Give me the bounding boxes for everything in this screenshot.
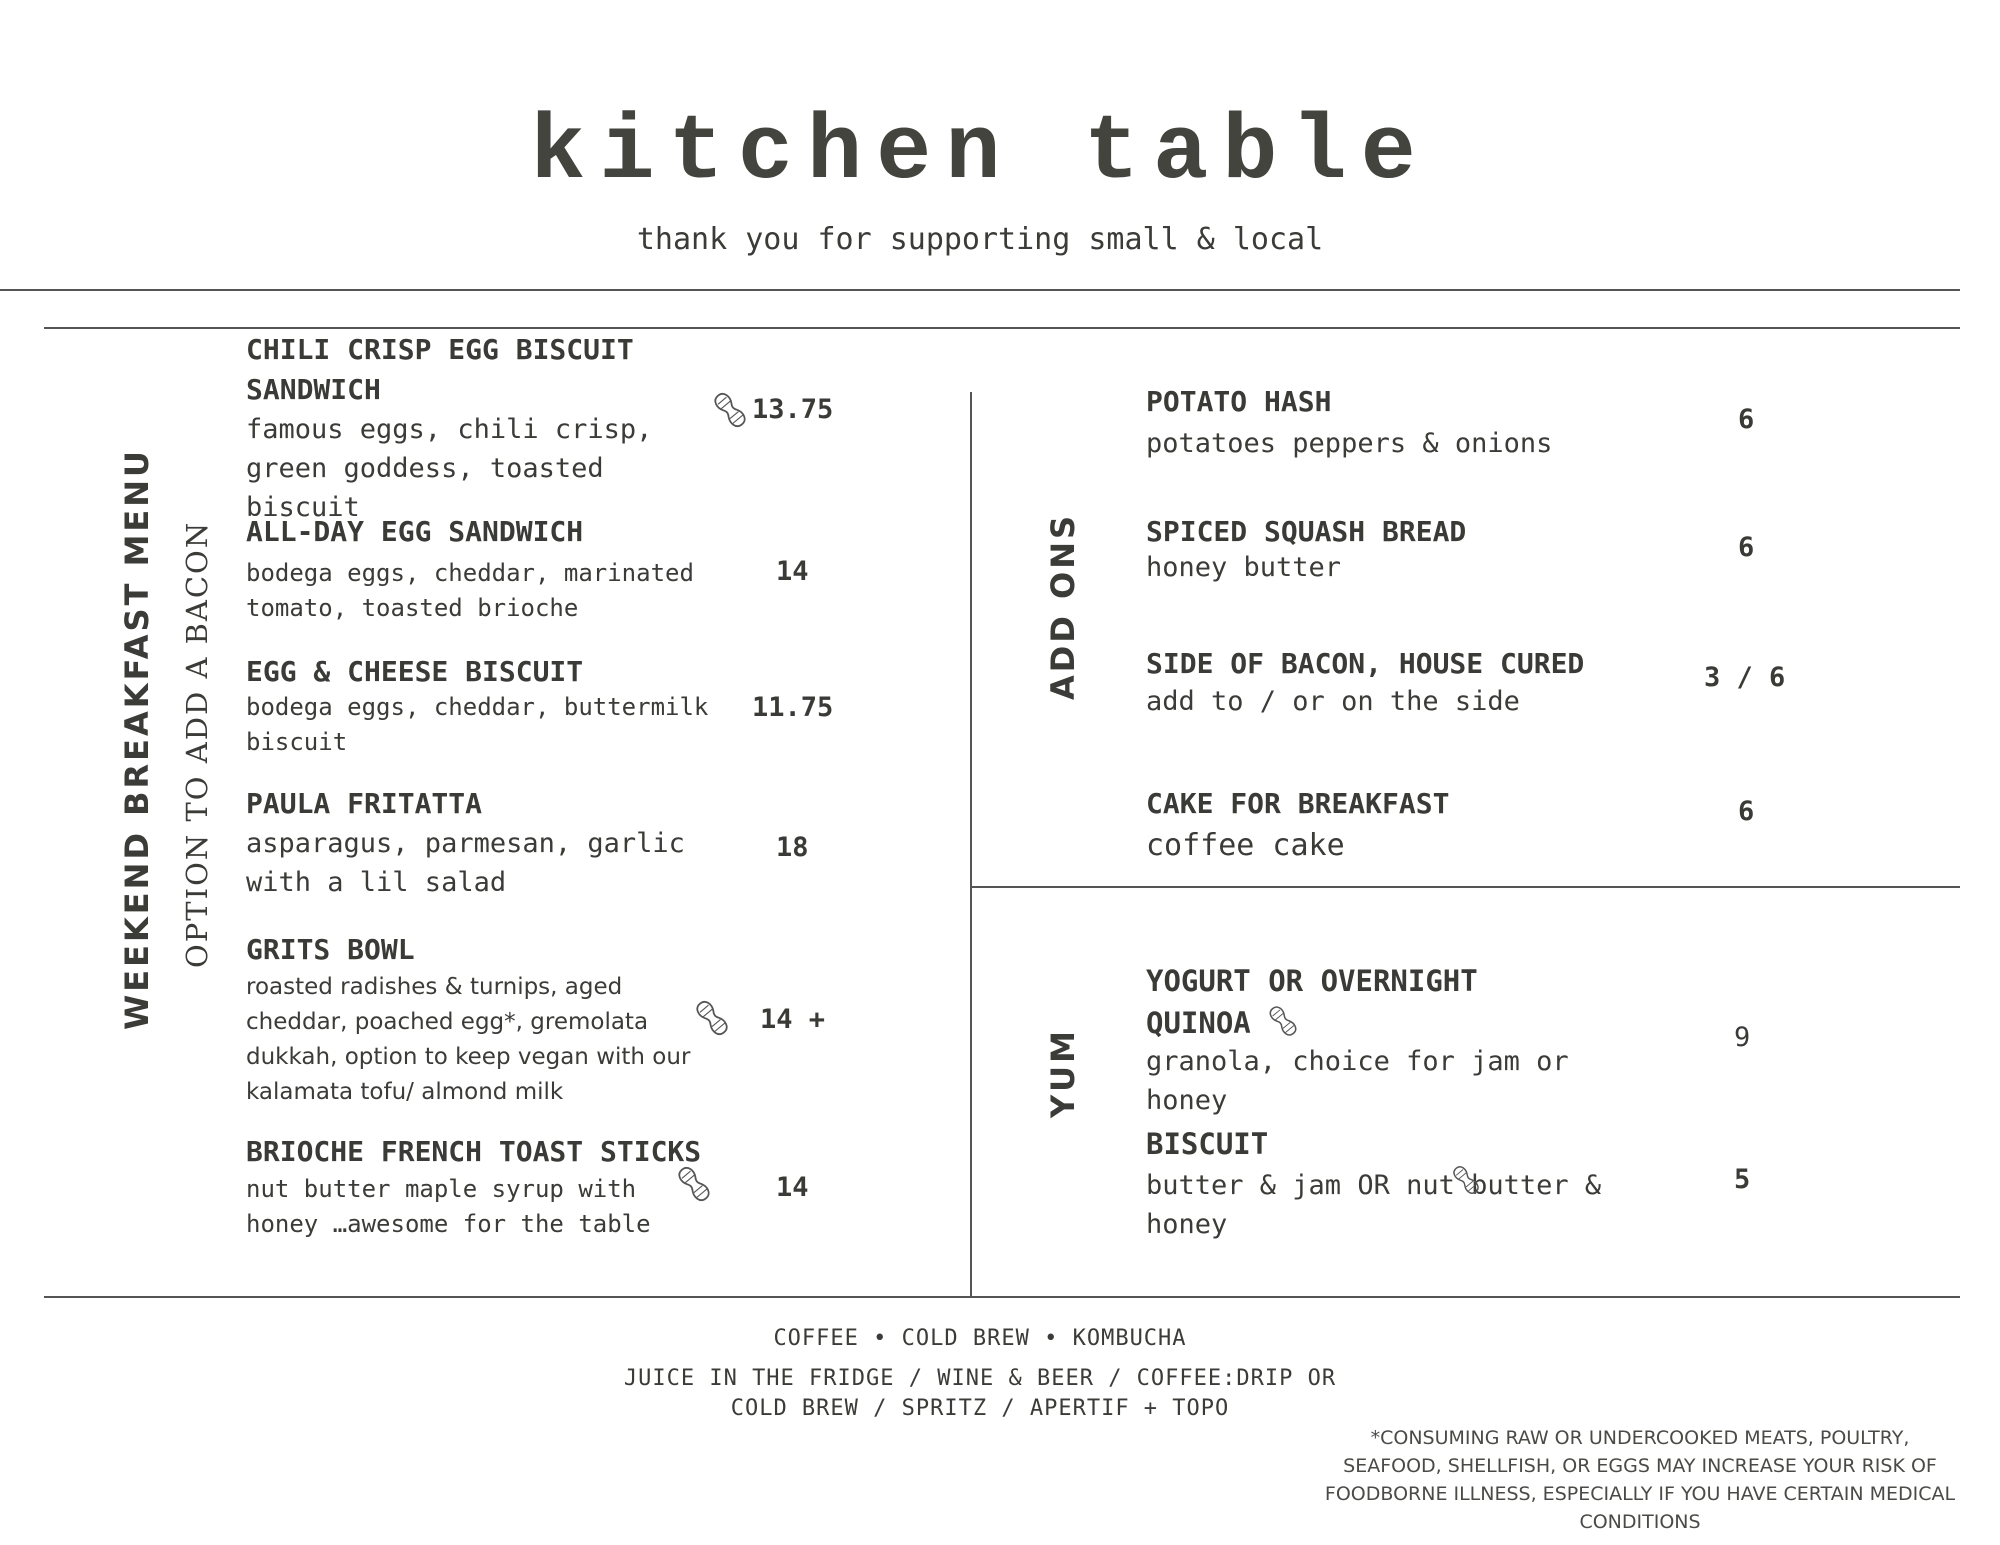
menu-item-price: 13.75 (752, 394, 834, 425)
top-rule (44, 327, 1960, 329)
menu-item-desc: bodega eggs, cheddar, buttermilk biscuit (246, 693, 709, 756)
addon-price: 6 (1738, 532, 1755, 563)
drinks-line-2: JUICE IN THE FRIDGE / WINE & BEER / COFFEE:DRIP OR (623, 1366, 1337, 1391)
bottom-rule (44, 1296, 1960, 1298)
menu-item-price: 14 (776, 556, 809, 587)
menu-title: kitchen table (530, 100, 1430, 205)
menu-item-desc: bodega eggs, cheddar, marinated tomato, toasted brioche (246, 559, 694, 622)
menu-item-price: 14 (776, 1172, 809, 1203)
menu-subtitle: thank you for supporting small & local (636, 222, 1324, 257)
bacon-option-label: OPTION TO ADD A BACON (180, 520, 214, 968)
yum-item-name: YOGURT OR OVERNIGHT QUINOA (1146, 964, 1478, 1040)
addon-price: 6 (1738, 796, 1755, 827)
menu-item-desc: asparagus, parmesan, garlic with a lil salad (246, 828, 685, 898)
menu-item-name: PAULA FRITATTA (246, 787, 483, 820)
menu-item-price: 18 (776, 832, 809, 863)
peanut-icon (1448, 1162, 1484, 1198)
menu-item-price: 11.75 (752, 692, 834, 723)
column-divider (970, 392, 972, 1296)
yum-item-name: BISCUIT (1146, 1127, 1269, 1161)
peanut-icon (690, 996, 734, 1040)
addon-name: CAKE FOR BREAKFAST (1146, 787, 1450, 820)
drinks-line-1: COFFEE • COLD BREW • KOMBUCHA (773, 1326, 1187, 1351)
menu-item-price: 14 + (760, 1004, 826, 1035)
addon-desc: add to / or on the side (1146, 686, 1520, 717)
yum-item-desc: butter & jam OR nut butter & honey (1146, 1170, 1602, 1240)
yum-label: YUM (1044, 1028, 1082, 1118)
menu-item-name: EGG & CHEESE BISCUIT (246, 655, 584, 688)
header-rule (0, 289, 1960, 291)
food-safety-disclaimer: *CONSUMING RAW OR UNDERCOOKED MEATS, POULTRY, SEAFOOD, SHELLFISH, OR EGGS MAY INCREASE YOUR RISK OF FOODBORNE ILLNESS, ESPECIALLY IF YOU HAVE CERTAIN MEDICAL CONDITIONS (1324, 1427, 1956, 1533)
menu-item-name: ALL-DAY EGG SANDWICH (246, 515, 584, 548)
weekend-breakfast-label: WEEKEND BREAKFAST MENU (118, 447, 156, 1030)
addon-desc: coffee cake (1146, 828, 1345, 863)
addons-label: ADD ONS (1044, 512, 1082, 700)
yum-item-price: 5 (1734, 1164, 1751, 1195)
addon-name: POTATO HASH (1146, 385, 1332, 418)
addon-desc: potatoes peppers & onions (1146, 428, 1553, 459)
peanut-icon (1264, 1002, 1302, 1040)
yum-item-desc: granola, choice for jam or honey (1146, 1046, 1569, 1116)
drinks-line-3: COLD BREW / SPRITZ / APERTIF + TOPO (730, 1396, 1230, 1421)
peanut-icon (672, 1162, 716, 1206)
menu-item-desc: nut butter maple syrup with honey …awesome for the table (246, 1175, 651, 1238)
addons-yum-divider (972, 886, 1960, 888)
menu-item-desc: roasted radishes & turnips, aged cheddar, poached egg*, gremolata dukkah, option to keep vegan with our kalamata tofu/ almond milk (246, 974, 691, 1105)
menu-item-name: GRITS BOWL (246, 933, 415, 966)
menu-item-desc: famous eggs, chili crisp, green goddess, toasted biscuit (246, 414, 653, 523)
menu-item-name: CHILI CRISP EGG BISCUIT SANDWICH (246, 333, 634, 406)
addon-price: 6 (1738, 404, 1755, 435)
yum-item-price: 9 (1734, 1022, 1751, 1053)
addon-name: SPICED SQUASH BREAD (1146, 515, 1467, 548)
addon-name: SIDE OF BACON, HOUSE CURED (1146, 647, 1585, 680)
menu-item-name: BRIOCHE FRENCH TOAST STICKS (246, 1135, 702, 1168)
peanut-icon (708, 388, 752, 432)
addon-price: 3 / 6 (1704, 662, 1786, 693)
addon-desc: honey butter (1146, 552, 1342, 583)
